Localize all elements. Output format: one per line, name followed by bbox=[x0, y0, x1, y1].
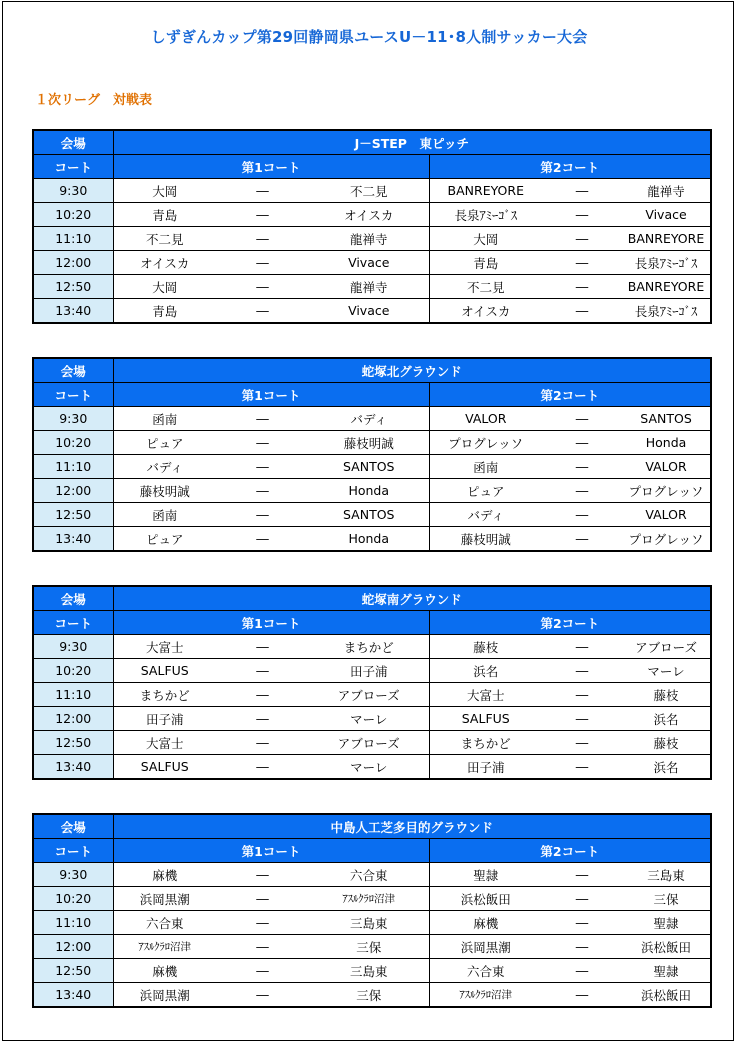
court-1-home-team: SALFUS bbox=[113, 659, 216, 683]
match-row bbox=[33, 251, 711, 275]
match-time: 10:20 bbox=[33, 887, 113, 911]
match-time: 12:50 bbox=[33, 503, 113, 527]
court-2-vs: ― bbox=[542, 659, 622, 683]
venue-name: 中島人工芝多目的グラウンド bbox=[113, 814, 711, 839]
court-2-home-team: 函南 bbox=[429, 455, 542, 479]
court-1-home-team: 青島 bbox=[113, 203, 216, 227]
court-2-away-team: アブローズ bbox=[622, 635, 711, 659]
court-2-away-team: プログレッソ bbox=[622, 479, 711, 503]
court-1-vs: ― bbox=[216, 911, 309, 935]
venue-header-row bbox=[33, 814, 711, 839]
court-2-vs: ― bbox=[542, 959, 622, 983]
court-2-away-team: Vivace bbox=[622, 203, 711, 227]
court-1-vs: ― bbox=[216, 203, 309, 227]
court-1-vs: ― bbox=[256, 303, 269, 318]
match-row bbox=[33, 935, 711, 959]
match-time: 12:00 bbox=[33, 935, 113, 959]
court-2-vs: ― bbox=[575, 987, 589, 1002]
venue-table bbox=[32, 585, 712, 780]
court-1-away-team: 六合東 bbox=[309, 863, 429, 887]
venue-header-row bbox=[33, 586, 711, 611]
match-time: 12:00 bbox=[33, 479, 113, 503]
court-2-home-team: 浜松飯田 bbox=[429, 887, 542, 911]
court-1-away-team: オイスカ bbox=[309, 203, 429, 227]
court-1-home-team: オイスカ bbox=[113, 251, 216, 275]
match-row bbox=[33, 959, 711, 983]
court-2-home-team: 藤枝 bbox=[429, 635, 542, 659]
match-time: 13:40 bbox=[33, 527, 113, 552]
court-1-home-team: ｱｽﾙｸﾗﾛ沼津 bbox=[113, 935, 216, 959]
court-1-away-team: Vivace bbox=[309, 251, 429, 275]
court-2-home-team: VALOR bbox=[429, 407, 542, 431]
court-1-away-team: 三保 bbox=[309, 983, 429, 1008]
court-2-vs: ― bbox=[542, 407, 622, 431]
court-1-away-team: 不二見 bbox=[309, 179, 429, 203]
court-2-home-team: 青島 bbox=[429, 251, 542, 275]
court-1-home-team: 大富士 bbox=[113, 731, 216, 755]
match-row bbox=[33, 635, 711, 659]
court-1-away-team: 三島東 bbox=[309, 911, 429, 935]
court-2-home-team: 浜岡黒潮 bbox=[429, 935, 542, 959]
court-1-vs: ― bbox=[216, 503, 309, 527]
match-time: 9:30 bbox=[33, 407, 113, 431]
match-row bbox=[33, 659, 711, 683]
court-1-header: 第1コート bbox=[113, 383, 429, 407]
court-2-home-team: ピュア bbox=[429, 479, 542, 503]
court-1-home-team: ピュア bbox=[145, 531, 184, 547]
court-2-home-team: 田子浦 bbox=[466, 759, 505, 775]
match-time: 12:50 bbox=[33, 959, 113, 983]
court-label: コート bbox=[33, 839, 113, 863]
court-1-vs: ― bbox=[216, 959, 309, 983]
court-1-home-team: 函南 bbox=[113, 407, 216, 431]
court-1-vs: ― bbox=[216, 707, 309, 731]
court-2-away-team: プログレッソ bbox=[628, 531, 704, 547]
court-2-home-team: 不二見 bbox=[429, 275, 542, 299]
court-1-vs: ― bbox=[216, 479, 309, 503]
venue-table bbox=[32, 357, 712, 552]
match-time: 9:30 bbox=[33, 863, 113, 887]
court-1-away-team: SANTOS bbox=[309, 455, 429, 479]
court-2-header: 第2コート bbox=[429, 611, 711, 635]
match-time: 11:10 bbox=[33, 227, 113, 251]
court-2-away-team: 長泉ｱﾐｰｺﾞｽ bbox=[634, 303, 698, 319]
court-2-vs: ― bbox=[542, 479, 622, 503]
court-1-away-team: Honda bbox=[309, 479, 429, 503]
court-1-vs: ― bbox=[216, 863, 309, 887]
court-2-away-team: 長泉ｱﾐｰｺﾞｽ bbox=[622, 251, 711, 275]
court-1-vs: ― bbox=[216, 935, 309, 959]
court-2-home-team: 長泉ｱﾐｰｺﾞｽ bbox=[429, 203, 542, 227]
court-2-vs: ― bbox=[542, 911, 622, 935]
venue-label: 会場 bbox=[33, 358, 113, 383]
court-2-away-team: 浜松飯田 bbox=[641, 987, 692, 1003]
court-label: コート bbox=[33, 155, 113, 179]
venue-table bbox=[32, 813, 712, 1008]
court-2-away-team: 藤枝 bbox=[622, 731, 711, 755]
court-2-vs: ― bbox=[542, 179, 622, 203]
court-1-home-team: 不二見 bbox=[113, 227, 216, 251]
court-1-away-team: 龍禅寺 bbox=[309, 227, 429, 251]
court-header-row bbox=[33, 839, 711, 863]
court-2-vs: ― bbox=[542, 503, 622, 527]
court-1-home-team: 浜岡黒潮 bbox=[139, 987, 190, 1003]
court-2-vs: ― bbox=[575, 531, 589, 546]
court-2-home-team: 浜名 bbox=[429, 659, 542, 683]
court-2-vs: ― bbox=[542, 431, 622, 455]
venue-name: J－STEP 東ピッチ bbox=[113, 130, 711, 155]
court-1-home-team: 函南 bbox=[113, 503, 216, 527]
match-row bbox=[33, 755, 711, 780]
court-2-vs: ― bbox=[542, 635, 622, 659]
court-label: コート bbox=[33, 383, 113, 407]
court-1-header: 第1コート bbox=[113, 611, 429, 635]
match-time: 13:40 bbox=[33, 299, 113, 324]
match-row bbox=[33, 503, 711, 527]
court-1-vs: ― bbox=[256, 759, 269, 774]
court-1-away-team: アブローズ bbox=[309, 731, 429, 755]
court-2-header: 第2コート bbox=[429, 383, 711, 407]
venue-name: 蛇塚北グラウンド bbox=[113, 358, 711, 383]
court-2-away-team: 浜名 bbox=[653, 759, 679, 775]
court-header-row bbox=[33, 155, 711, 179]
court-1-vs: ― bbox=[256, 987, 269, 1002]
court-label: コート bbox=[33, 611, 113, 635]
court-2-home-team: BANREYORE bbox=[429, 179, 542, 203]
match-row bbox=[33, 227, 711, 251]
match-time: 12:00 bbox=[33, 251, 113, 275]
court-1-away-team: まちかど bbox=[309, 635, 429, 659]
court-2-away-team: 聖隷 bbox=[622, 959, 711, 983]
match-row bbox=[33, 887, 711, 911]
court-2-vs: ― bbox=[542, 731, 622, 755]
match-row bbox=[33, 179, 711, 203]
schedule-page bbox=[2, 1, 734, 1041]
court-2-away-team: BANREYORE bbox=[622, 227, 711, 251]
match-time: 12:50 bbox=[33, 731, 113, 755]
court-1-away-team: アブローズ bbox=[309, 683, 429, 707]
match-row bbox=[33, 983, 711, 1008]
court-1-away-team: マーレ bbox=[309, 707, 429, 731]
match-time: 9:30 bbox=[33, 635, 113, 659]
venue-label: 会場 bbox=[33, 586, 113, 611]
court-2-home-team: 大岡 bbox=[429, 227, 542, 251]
court-2-away-team: 龍禅寺 bbox=[622, 179, 711, 203]
match-time: 10:20 bbox=[33, 431, 113, 455]
match-time: 10:20 bbox=[33, 203, 113, 227]
court-1-home-team: 麻機 bbox=[113, 863, 216, 887]
match-row bbox=[33, 455, 711, 479]
match-time: 12:50 bbox=[33, 275, 113, 299]
match-row bbox=[33, 479, 711, 503]
court-2-away-team: 浜名 bbox=[622, 707, 711, 731]
court-2-home-team: バディ bbox=[429, 503, 542, 527]
court-2-away-team: VALOR bbox=[622, 455, 711, 479]
court-2-home-team: 六合東 bbox=[429, 959, 542, 983]
court-1-vs: ― bbox=[216, 179, 309, 203]
court-1-home-team: 青島 bbox=[152, 303, 178, 319]
court-1-vs: ― bbox=[216, 683, 309, 707]
court-1-home-team: 浜岡黒潮 bbox=[113, 887, 216, 911]
court-2-home-team: 麻機 bbox=[429, 911, 542, 935]
page-subtitle: １次リーグ 対戦表 bbox=[35, 93, 153, 108]
court-2-header: 第2コート bbox=[429, 839, 711, 863]
court-1-home-team: SALFUS bbox=[140, 759, 189, 774]
court-2-home-team: プログレッソ bbox=[429, 431, 542, 455]
match-row bbox=[33, 431, 711, 455]
court-2-away-team: VALOR bbox=[622, 503, 711, 527]
court-1-header: 第1コート bbox=[113, 839, 429, 863]
court-2-vs: ― bbox=[542, 251, 622, 275]
match-row bbox=[33, 863, 711, 887]
court-1-home-team: 大岡 bbox=[113, 275, 216, 299]
court-2-home-team: 聖隷 bbox=[429, 863, 542, 887]
court-1-vs: ― bbox=[216, 275, 309, 299]
match-time: 11:10 bbox=[33, 455, 113, 479]
court-1-away-team: 藤枝明誠 bbox=[309, 431, 429, 455]
court-2-vs: ― bbox=[542, 887, 622, 911]
court-1-away-team: ｱｽﾙｸﾗﾛ沼津 bbox=[309, 887, 429, 911]
court-2-away-team: Honda bbox=[622, 431, 711, 455]
match-row bbox=[33, 299, 711, 324]
match-row bbox=[33, 707, 711, 731]
court-header-row bbox=[33, 383, 711, 407]
court-2-vs: ― bbox=[542, 683, 622, 707]
court-2-away-team: マーレ bbox=[622, 659, 711, 683]
court-1-away-team: 田子浦 bbox=[309, 659, 429, 683]
court-2-home-team: 藤枝明誠 bbox=[460, 531, 511, 547]
court-1-away-team: Vivace bbox=[309, 299, 429, 324]
match-row bbox=[33, 275, 711, 299]
court-1-vs: ― bbox=[216, 251, 309, 275]
match-row bbox=[33, 203, 711, 227]
court-2-header: 第2コート bbox=[429, 155, 711, 179]
court-1-away-team: バディ bbox=[309, 407, 429, 431]
venue-label: 会場 bbox=[33, 130, 113, 155]
court-2-vs: ― bbox=[542, 455, 622, 479]
match-time: 13:40 bbox=[33, 755, 113, 780]
court-2-vs: ― bbox=[542, 863, 622, 887]
court-2-away-team: BANREYORE bbox=[622, 275, 711, 299]
court-2-away-team: 聖隷 bbox=[622, 911, 711, 935]
court-1-away-team: マーレ bbox=[309, 755, 429, 780]
match-row bbox=[33, 731, 711, 755]
court-2-vs: ― bbox=[575, 303, 589, 318]
venue-label: 会場 bbox=[33, 814, 113, 839]
court-1-vs: ― bbox=[256, 531, 269, 546]
match-time: 12:00 bbox=[33, 707, 113, 731]
court-1-header: 第1コート bbox=[113, 155, 429, 179]
court-1-vs: ― bbox=[216, 407, 309, 431]
court-2-away-team: 三保 bbox=[622, 887, 711, 911]
court-2-vs: ― bbox=[542, 275, 622, 299]
court-1-away-team: Honda bbox=[309, 527, 429, 552]
match-row bbox=[33, 527, 711, 552]
court-2-away-team: 三島東 bbox=[622, 863, 711, 887]
court-2-home-team: SALFUS bbox=[429, 707, 542, 731]
court-1-home-team: 田子浦 bbox=[113, 707, 216, 731]
court-1-home-team: 六合東 bbox=[113, 911, 216, 935]
court-1-home-team: 大富士 bbox=[113, 635, 216, 659]
court-2-home-team: 大富士 bbox=[429, 683, 542, 707]
venue-name: 蛇塚南グラウンド bbox=[113, 586, 711, 611]
court-2-vs: ― bbox=[542, 707, 622, 731]
court-1-vs: ― bbox=[216, 227, 309, 251]
court-1-vs: ― bbox=[216, 731, 309, 755]
match-time: 11:10 bbox=[33, 683, 113, 707]
court-2-home-team: オイスカ bbox=[461, 303, 511, 319]
venue-table bbox=[32, 129, 712, 324]
court-1-vs: ― bbox=[216, 635, 309, 659]
court-2-vs: ― bbox=[542, 227, 622, 251]
court-2-home-team: まちかど bbox=[429, 731, 542, 755]
court-1-home-team: 藤枝明誠 bbox=[113, 479, 216, 503]
match-time: 9:30 bbox=[33, 179, 113, 203]
page-title: しずぎんカップ第29回静岡県ユースU－11･8人制サッカー大会 bbox=[150, 28, 588, 46]
court-1-vs: ― bbox=[216, 455, 309, 479]
court-1-vs: ― bbox=[216, 431, 309, 455]
court-1-away-team: 三保 bbox=[309, 935, 429, 959]
court-header-row bbox=[33, 611, 711, 635]
court-1-home-team: バディ bbox=[113, 455, 216, 479]
venue-header-row bbox=[33, 358, 711, 383]
court-2-vs: ― bbox=[542, 203, 622, 227]
match-time: 13:40 bbox=[33, 983, 113, 1008]
court-2-vs: ― bbox=[575, 759, 589, 774]
match-row bbox=[33, 683, 711, 707]
court-1-away-team: 三島東 bbox=[309, 959, 429, 983]
court-2-home-team: ｱｽﾙｸﾗﾛ沼津 bbox=[459, 989, 512, 1001]
match-time: 10:20 bbox=[33, 659, 113, 683]
court-1-home-team: 麻機 bbox=[113, 959, 216, 983]
match-row bbox=[33, 911, 711, 935]
court-1-home-team: 大岡 bbox=[113, 179, 216, 203]
court-1-away-team: SANTOS bbox=[309, 503, 429, 527]
court-2-vs: ― bbox=[542, 935, 622, 959]
court-1-home-team: ピュア bbox=[113, 431, 216, 455]
court-1-home-team: まちかど bbox=[113, 683, 216, 707]
court-1-vs: ― bbox=[216, 887, 309, 911]
court-2-away-team: SANTOS bbox=[622, 407, 711, 431]
court-2-away-team: 藤枝 bbox=[622, 683, 711, 707]
match-time: 11:10 bbox=[33, 911, 113, 935]
match-row bbox=[33, 407, 711, 431]
venue-header-row bbox=[33, 130, 711, 155]
court-1-vs: ― bbox=[216, 659, 309, 683]
court-1-away-team: 龍禅寺 bbox=[309, 275, 429, 299]
court-2-away-team: 浜松飯田 bbox=[622, 935, 711, 959]
